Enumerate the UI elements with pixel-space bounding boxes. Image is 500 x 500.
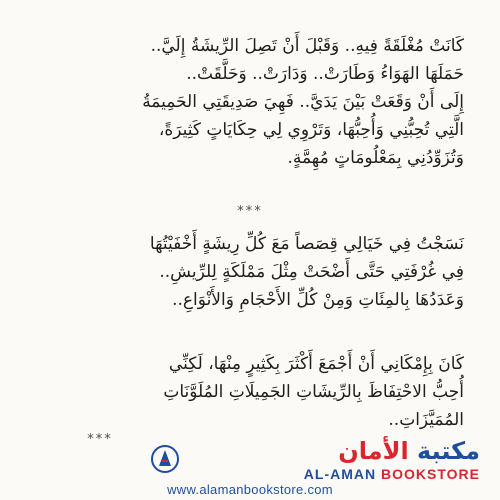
section-divider: ***	[237, 204, 263, 219]
text-line: الَّتِي تُحِبُّنِي وَأُحِبُّهَا، وَتَرْوِي لِي حِكَايَاتٍ كَثِيرَةً،	[158, 120, 464, 140]
text-line: أُحِبُّ الاحْتِفَاظَ بِالرِّيشَاتِ الجَمِيلَاتِ المُلَوَّنَاتِ	[163, 382, 464, 402]
paragraph-1	[40, 32, 464, 172]
logo-arabic-text	[338, 438, 480, 464]
text-line: وَتُزَوِّدُنِي بِمَعْلُومَاتٍ مُهِمَّةٍ.	[287, 148, 464, 168]
logo-english-text	[304, 466, 480, 482]
text-line: كَانَ بِإِمْكَانِي أَنْ أَجْمَعَ أَكْثَرَ بِكَثِيرٍ مِنْهَا، لَكِنِّي	[168, 354, 464, 374]
bookstore-logo	[150, 438, 480, 482]
paragraph-2	[40, 230, 464, 314]
text-line: وَعَدَدُهَا بِالمِئَاتِ وَمِنْ كُلِّ الأَحْجَامِ وَالأَنْوَاعِ..	[172, 290, 464, 310]
text-line: نَسَجْتُ فِي خَيَالِي قِصَصاً مَعَ كُلِّ رِيشَةٍ أَخْفَيْتُهَا	[149, 234, 464, 254]
text-line: المُمَيَّزَاتِ..	[388, 410, 464, 430]
text-line: إِلَى أَنْ وَقَعَتْ بَيْنَ يَدَيَّ.. فَهِيَ صَدِيقَتِي الحَمِيمَةُ	[142, 92, 464, 112]
website-url[interactable]: www.alamanbookstore.com	[167, 482, 333, 497]
section-divider: ***	[87, 432, 113, 447]
paragraph-3	[40, 350, 464, 434]
feather-logo-icon	[150, 444, 180, 474]
logo-english-word-1: AL-AMAN	[303, 466, 377, 482]
text-line: فِي غُرْفَتِي حَتَّى أَضْحَتْ مِثْلَ مَمْلَكَةٍ لِلرِّيشِ..	[159, 262, 464, 282]
logo-arabic-word-2: الأمان	[338, 437, 409, 465]
text-line: حَمَلَهَا الهَوَاءُ وَطَارَتْ.. وَدَارَتْ.. وَحَلَّقَتْ..	[186, 64, 464, 84]
logo-english-word-2: BOOKSTORE	[381, 466, 480, 482]
text-line: كَانَتْ مُغْلَقَةً فِيهِ.. وَقَبْلَ أَنْ تَصِلَ الرِّيشَةُ إِلَيَّ..	[150, 36, 464, 56]
logo-arabic-word-1: مكتبة	[417, 437, 480, 465]
